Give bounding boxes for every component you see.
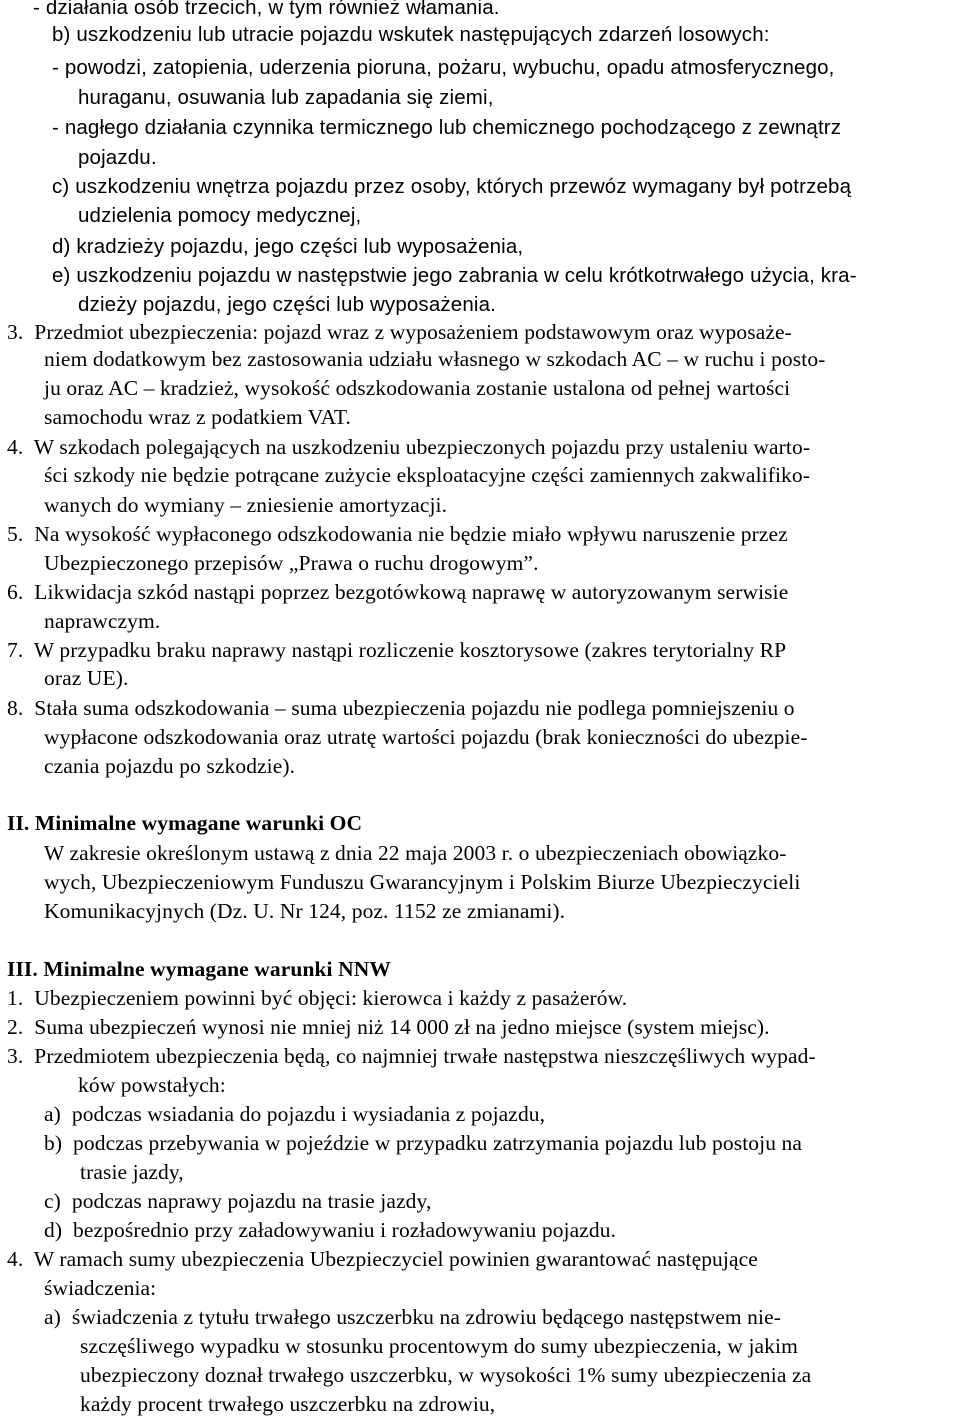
text-line: c) podczas naprawy pojazdu na trasie jazdy, bbox=[44, 1189, 432, 1213]
text-line: 3. Przedmiotem ubezpieczenia będą, co najmniej trwałe następstwa nieszczęśliwych wypad- bbox=[7, 1044, 816, 1068]
text-line: e) uszkodzeniu pojazdu w następstwie jego zabrania w celu krótkotrwałego użycia, kra- bbox=[52, 264, 857, 287]
section-heading-nnw: III. Minimalne wymagane warunki NNW bbox=[7, 957, 391, 981]
text-line: b) uszkodzeniu lub utracie pojazdu wskutek następujących zdarzeń losowych: bbox=[52, 23, 770, 46]
text-line: wypłacone odszkodowania oraz utratę wartości pojazdu (brak konieczności do ubezpie- bbox=[44, 725, 808, 749]
text-line: Ubezpieczonego przepisów „Prawa o ruchu drogowym”. bbox=[44, 551, 539, 575]
text-line: każdy procent trwałego uszczerbku na zdrowiu, bbox=[80, 1392, 496, 1416]
text-line: wych, Ubezpieczeniowym Funduszu Gwarancyjnym i Polskim Biurze Ubezpieczycieli bbox=[44, 870, 801, 894]
text-line: Komunikacyjnych (Dz. U. Nr 124, poz. 1152 ze zmianami). bbox=[44, 899, 566, 923]
text-line: 7. W przypadku braku naprawy nastąpi rozliczenie kosztorysowe (zakres terytorialny RP bbox=[7, 638, 787, 662]
text-line: 5. Na wysokość wypłaconego odszkodowania nie będzie miało wpływu naruszenie przez bbox=[7, 522, 788, 546]
text-line: - powodzi, zatopienia, uderzenia pioruna, pożaru, wybuchu, opadu atmosferycznego, bbox=[52, 56, 835, 79]
text-line: a) świadczenia z tytułu trwałego uszczerbku na zdrowiu będącego następstwem nie- bbox=[44, 1305, 782, 1329]
text-line: dzieży pojazdu, jego części lub wyposażenia. bbox=[78, 293, 496, 316]
text-line: W zakresie określonym ustawą z dnia 22 maja 2003 r. o ubezpieczeniach obowiązko- bbox=[44, 841, 787, 865]
text-line: b) podczas przebywania w pojeździe w przypadku zatrzymania pojazdu lub postoju na bbox=[44, 1131, 803, 1155]
text-line: trasie jazdy, bbox=[80, 1160, 184, 1184]
text-line: samochodu wraz z podatkiem VAT. bbox=[44, 405, 352, 429]
text-line: ków powstałych: bbox=[78, 1073, 226, 1097]
text-line: niem dodatkowym bez zastosowania udziału własnego w szkodach AC – w ruchu i posto- bbox=[44, 347, 826, 371]
text-line: wanych do wymiany – zniesienie amortyzacji. bbox=[44, 493, 448, 517]
text-line: 4. W ramach sumy ubezpieczenia Ubezpieczyciel powinien gwarantować następujące bbox=[7, 1247, 758, 1271]
text-line: ści szkody nie będzie potrącane zużycie eksploatacyjne części zamiennych zakwalifiko- bbox=[44, 463, 811, 487]
text-line: 1. Ubezpieczeniem powinni być objęci: kierowca i każdy z pasażerów. bbox=[7, 986, 628, 1010]
text-line: świadczenia: bbox=[44, 1276, 157, 1300]
text-line: a) podczas wsiadania do pojazdu i wysiadania z pojazdu, bbox=[44, 1102, 546, 1126]
text-line: 6. Likwidacja szkód nastąpi poprzez bezgotówkową naprawę w autoryzowanym serwisie bbox=[7, 580, 789, 604]
text-line: 8. Stała suma odszkodowania – suma ubezpieczenia pojazdu nie podlega pomniejszeniu o bbox=[7, 696, 795, 720]
text-line: 3. Przedmiot ubezpieczenia: pojazd wraz z wyposażeniem podstawowym oraz wyposaże- bbox=[7, 320, 792, 344]
text-line: czania pojazdu po szkodzie). bbox=[44, 754, 296, 778]
text-line: 2. Suma ubezpieczeń wynosi nie mniej niż 14 000 zł na jedno miejsce (system miejsc). bbox=[7, 1015, 770, 1039]
text-line: - działania osób trzecich, w tym również włamania. bbox=[33, 0, 500, 19]
text-line: ju oraz AC – kradzież, wysokość odszkodowania zostanie ustalona od pełnej wartości bbox=[44, 376, 791, 400]
text-line: pojazdu. bbox=[78, 146, 157, 169]
text-line: oraz UE). bbox=[44, 666, 129, 690]
text-line: ubezpieczony doznał trwałego uszczerbku, w wysokości 1% sumy ubezpieczenia za bbox=[80, 1363, 812, 1387]
text-line: huraganu, osuwania lub zapadania się ziemi, bbox=[78, 86, 494, 109]
text-line: szczęśliwego wypadku w stosunku procentowym do sumy ubezpieczenia, w jakim bbox=[80, 1334, 798, 1358]
text-line: naprawczym. bbox=[44, 609, 161, 633]
text-line: 4. W szkodach polegających na uszkodzeniu ubezpieczonych pojazdu przy ustaleniu warto- bbox=[7, 435, 811, 459]
section-heading-oc: II. Minimalne wymagane warunki OC bbox=[7, 811, 363, 835]
text-line: - nagłego działania czynnika termicznego lub chemicznego pochodzącego z zewnątrz bbox=[52, 116, 842, 139]
text-line: d) kradzieży pojazdu, jego części lub wyposażenia, bbox=[52, 235, 524, 258]
text-line: udzielenia pomocy medycznej, bbox=[78, 204, 362, 227]
text-line: d) bezpośrednio przy załadowywaniu i rozładowywaniu pojazdu. bbox=[44, 1218, 617, 1242]
text-line: c) uszkodzeniu wnętrza pojazdu przez osoby, których przewóz wymagany był potrzebą bbox=[52, 175, 852, 198]
